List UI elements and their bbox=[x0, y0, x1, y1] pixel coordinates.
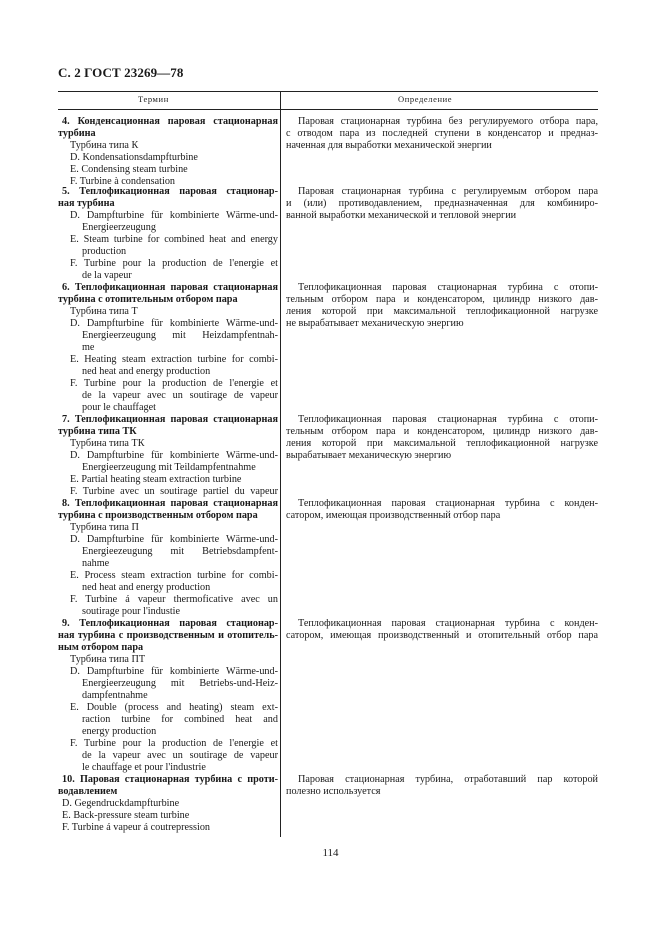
term-line: Турбина типа П bbox=[70, 522, 139, 533]
term-line: F. Turbine avec un soutirage partiel du vapeur bbox=[70, 486, 278, 497]
term-line: D. Gegendruckdampfturbine bbox=[62, 798, 180, 809]
page-header: С. 2 ГОСТ 23269—78 bbox=[58, 65, 184, 80]
definition-line: Паровая стационарная турбина без регулируемого отбора пара, bbox=[298, 116, 598, 127]
term-line: Турбина типа ПТ bbox=[70, 654, 146, 665]
definition-line: наченная для выработки механической энергии bbox=[286, 140, 492, 151]
term-line: 9. Теплофикационная паровая стационар- bbox=[62, 618, 278, 629]
definition-line: с отводом пара из последней ступени в конденсатор и предназ- bbox=[286, 128, 598, 139]
definition-line: Паровая стационарная турбина, отработавший пар которой bbox=[298, 774, 598, 785]
header-bottom-rule bbox=[58, 109, 598, 110]
term-line: водавлением bbox=[58, 786, 118, 797]
term-line: F. Turbine pour la production de l'energie et bbox=[70, 738, 278, 749]
term-line: de la vapeur avec un soutirage de vapeur bbox=[82, 750, 278, 761]
term-line: ned heat and energy production bbox=[82, 366, 211, 377]
definition-line: ления которой при максимальной теплофикационной нагрузке bbox=[286, 438, 598, 449]
term-line: Energieerzeugung mit Teildampfentnahme bbox=[82, 462, 256, 473]
term-line: D. Dampfturbine für kombinierte Wärme-und- bbox=[70, 450, 278, 461]
term-line: F. Turbine á vapeur á coutrepression bbox=[62, 822, 211, 833]
definition-line: ления которой при максимальной теплофикационной нагрузке bbox=[286, 306, 598, 317]
term-line: турбина с отопительным отбором пара bbox=[58, 294, 238, 305]
term-line: F. Turbine á vapeur thermoficative avec un bbox=[70, 594, 278, 605]
term-line: ned heat and energy production bbox=[82, 582, 211, 593]
definition-line: не вырабатывает механическую энергию bbox=[286, 318, 464, 329]
term-line: Energieerzeugung bbox=[82, 222, 156, 233]
term-line: Energieerzeugung mit Betriebs-und-Heiz- bbox=[82, 678, 278, 689]
column-divider bbox=[280, 91, 281, 837]
column-header-term: Термин bbox=[138, 94, 169, 104]
term-line: F. Turbine à condensation bbox=[70, 176, 176, 187]
definition-line: Теплофикационная паровая стационарная турбина с конден- bbox=[298, 618, 598, 629]
term-line: production bbox=[82, 246, 127, 257]
term-line: E. Heating steam extraction turbine for combi- bbox=[70, 354, 278, 365]
column-header-definition: Определение bbox=[398, 94, 453, 104]
term-line: F. Turbine pour la production de l'energie et bbox=[70, 378, 278, 389]
term-line: nahme bbox=[82, 558, 110, 569]
term-line: ная турбина bbox=[58, 198, 115, 209]
term-line: soutirage pour l'industie bbox=[82, 606, 181, 617]
definition-line: тельным отбором пара и конденсатором, цилиндр низкого дав- bbox=[286, 426, 598, 437]
term-line: E. Partial heating steam extraction turbine bbox=[70, 474, 242, 485]
term-line: 4. Конденсационная паровая стационарная bbox=[62, 116, 278, 127]
term-line: E. Condensing steam turbine bbox=[70, 164, 188, 175]
page-number: 114 bbox=[322, 847, 339, 859]
definition-line: полезно используется bbox=[286, 786, 381, 797]
term-line: pour le chauffaget bbox=[82, 402, 156, 413]
term-line: F. Turbine pour la production de l'energie et bbox=[70, 258, 278, 269]
term-line: raction turbine for combined heat and bbox=[82, 714, 278, 725]
definition-line: Паровая стационарная турбина с регулируемым отбором пара bbox=[298, 186, 598, 197]
table-top-rule bbox=[58, 91, 598, 92]
definition-line: Теплофикационная паровая стационарная турбина с отопи- bbox=[298, 414, 598, 425]
definition-line: вырабатывает механическую энергию bbox=[286, 450, 452, 461]
definition-line: ванной выработки механической и тепловой энергии bbox=[286, 210, 517, 221]
term-line: E. Process steam extraction turbine for combi- bbox=[70, 570, 278, 581]
term-line: Турбина типа ТК bbox=[70, 438, 145, 449]
term-line: de la vapeur avec un soutirage de vapeur bbox=[82, 390, 278, 401]
term-line: Турбина типа Т bbox=[70, 306, 138, 317]
term-line: 10. Паровая стационарная турбина с проти- bbox=[62, 774, 278, 785]
term-line: E. Double (process and heating) steam ext- bbox=[70, 702, 278, 713]
term-line: турбина с производственным отбором пара bbox=[58, 510, 258, 521]
term-line: me bbox=[82, 342, 95, 353]
term-line: D. Dampfturbine für kombinierte Wärme-und- bbox=[70, 210, 278, 221]
definition-line: сатором, имеющая производственный отбор пара bbox=[286, 510, 501, 521]
definition-line: сатором, имеющая производственный и отопительный отбор пара bbox=[286, 630, 598, 641]
term-line: ным отбором пара bbox=[58, 642, 144, 653]
terms-table bbox=[58, 91, 598, 837]
term-line: Energieerzeugung mit Heizdampfentnah- bbox=[82, 330, 278, 341]
term-line: 8. Теплофикационная паровая стационарная bbox=[62, 498, 278, 509]
term-line: турбина bbox=[58, 128, 96, 139]
term-line: 5. Теплофикационная паровая стационар- bbox=[62, 186, 278, 197]
term-line: D. Kondensationsdampfturbine bbox=[70, 152, 198, 163]
definition-line: и (или) противодавлением, предназначенная для комбиниро- bbox=[286, 198, 598, 209]
term-line: ная турбина с производственным и отопитель- bbox=[58, 630, 278, 641]
term-line: E. Steam turbine for combined heat and energy bbox=[70, 234, 278, 245]
term-line: E. Back-pressure steam turbine bbox=[62, 810, 190, 821]
term-line: le chauffage et pour l'industrie bbox=[82, 762, 206, 773]
term-line: D. Dampfturbine für kombinierte Wärme-und- bbox=[70, 534, 278, 545]
definition-line: Теплофикационная паровая стационарная турбина с конден- bbox=[298, 498, 598, 509]
term-line: Energieezeugung mit Betriebsdampfent- bbox=[82, 546, 278, 557]
term-line: D. Dampfturbine für kombinierte Wärme-und- bbox=[70, 318, 278, 329]
term-line: dampfentnahme bbox=[82, 690, 148, 701]
term-line: 7. Теплофикационная паровая стационарная bbox=[62, 414, 278, 425]
term-line: турбина типа ТК bbox=[58, 426, 137, 437]
definition-line: тельным отбором пара и конденсатором, цилиндр низкого дав- bbox=[286, 294, 598, 305]
term-line: Турбина типа К bbox=[70, 140, 139, 151]
term-line: energy production bbox=[82, 726, 157, 737]
definition-line: Теплофикационная паровая стационарная турбина с отопи- bbox=[298, 282, 598, 293]
term-line: D. Dampfturbine für kombinierte Wärme-und- bbox=[70, 666, 278, 677]
term-line: 6. Теплофикационная паровая стационарная bbox=[62, 282, 278, 293]
term-line: de la vapeur bbox=[82, 270, 132, 281]
